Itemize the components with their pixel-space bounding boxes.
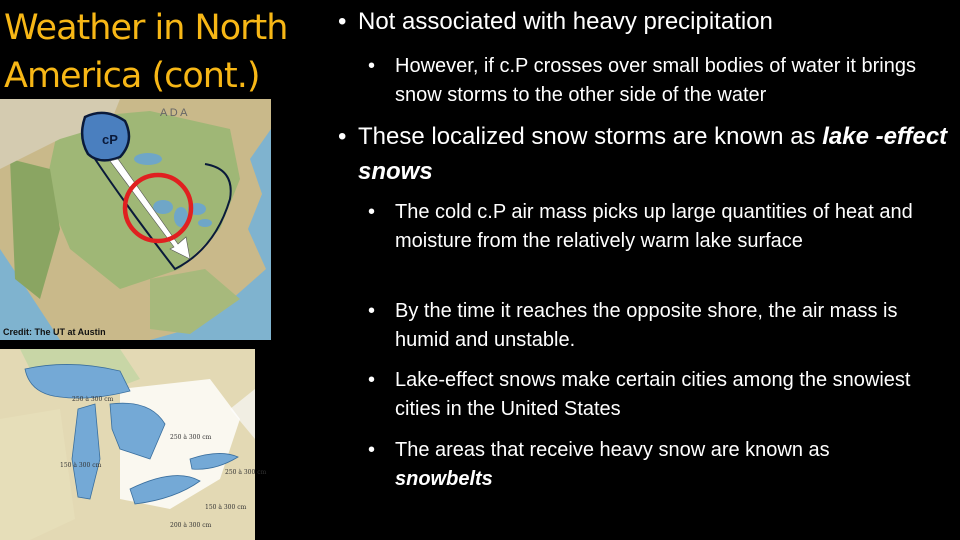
snowfall-label-3: 250 à 300 cm — [170, 434, 212, 441]
snowfall-label-1: 250 à 300 cm — [72, 396, 114, 403]
sub-bullet-snow-storms: • However, if c.P crosses over small bodies of water it brings snow storms to the other side of the water — [368, 55, 916, 106]
term-snowbelts: snowbelts — [395, 468, 493, 490]
great-lakes-snowbelt-map — [0, 349, 267, 540]
slide-title — [4, 4, 334, 100]
sub-bullet-humid-unstable: • By the time it reaches the opposite shore, the air mass is humid and unstable. — [368, 300, 898, 351]
north-america-air-mass-map — [0, 99, 271, 340]
snowfall-label-6: 200 à 300 cm — [170, 522, 212, 529]
snowfall-label-5: 250 à 300 cm — [225, 469, 267, 476]
title-line-1: Weather in North — [4, 8, 288, 48]
cp-label: cP — [102, 132, 118, 147]
sub-bullet-snowiest-cities: • Lake-effect snows make certain cities among the snowiest cities in the United States — [368, 369, 911, 420]
slide: Weather in North America (cont.) • Not associated with heavy precipitation • However, if c.P crosses over small bodies of water it brings snow storms to the other side of the water • These localized snow storms are known as lake -effect snows • The cold c.P air mass picks up large quantities of heat and moisture from the relatively warm lake surface • By the time it reaches the opposite shore, the air mass is humid and unstable. • Lake-effect snows make certain cities among the snowiest cities in the United States • The areas that receive heavy snow are known as snowbelts cP A D A Credit: The UT at Austin 250 à 300 cm 150 à 300 cm 250 à 300 cm 150 à 300 cm 250 à 300 cm 200 à 300 cm — [0, 0, 960, 540]
snowfall-label-2: 150 à 300 cm — [60, 462, 102, 469]
term-lake-effect: lake -effect snows — [358, 123, 948, 185]
map-credit: Credit: The UT at Austin — [3, 327, 106, 337]
canada-label: A D A — [160, 107, 188, 119]
sub-bullet-cold-air: • The cold c.P air mass picks up large quantities of heat and moisture from the relatively warm lake surface — [368, 201, 913, 252]
title-line-2: America (cont.) — [4, 56, 260, 96]
snowfall-label-4: 150 à 300 cm — [205, 504, 247, 511]
sub-bullet-snowbelts: • The areas that receive heavy snow are known as snowbelts — [368, 439, 830, 490]
